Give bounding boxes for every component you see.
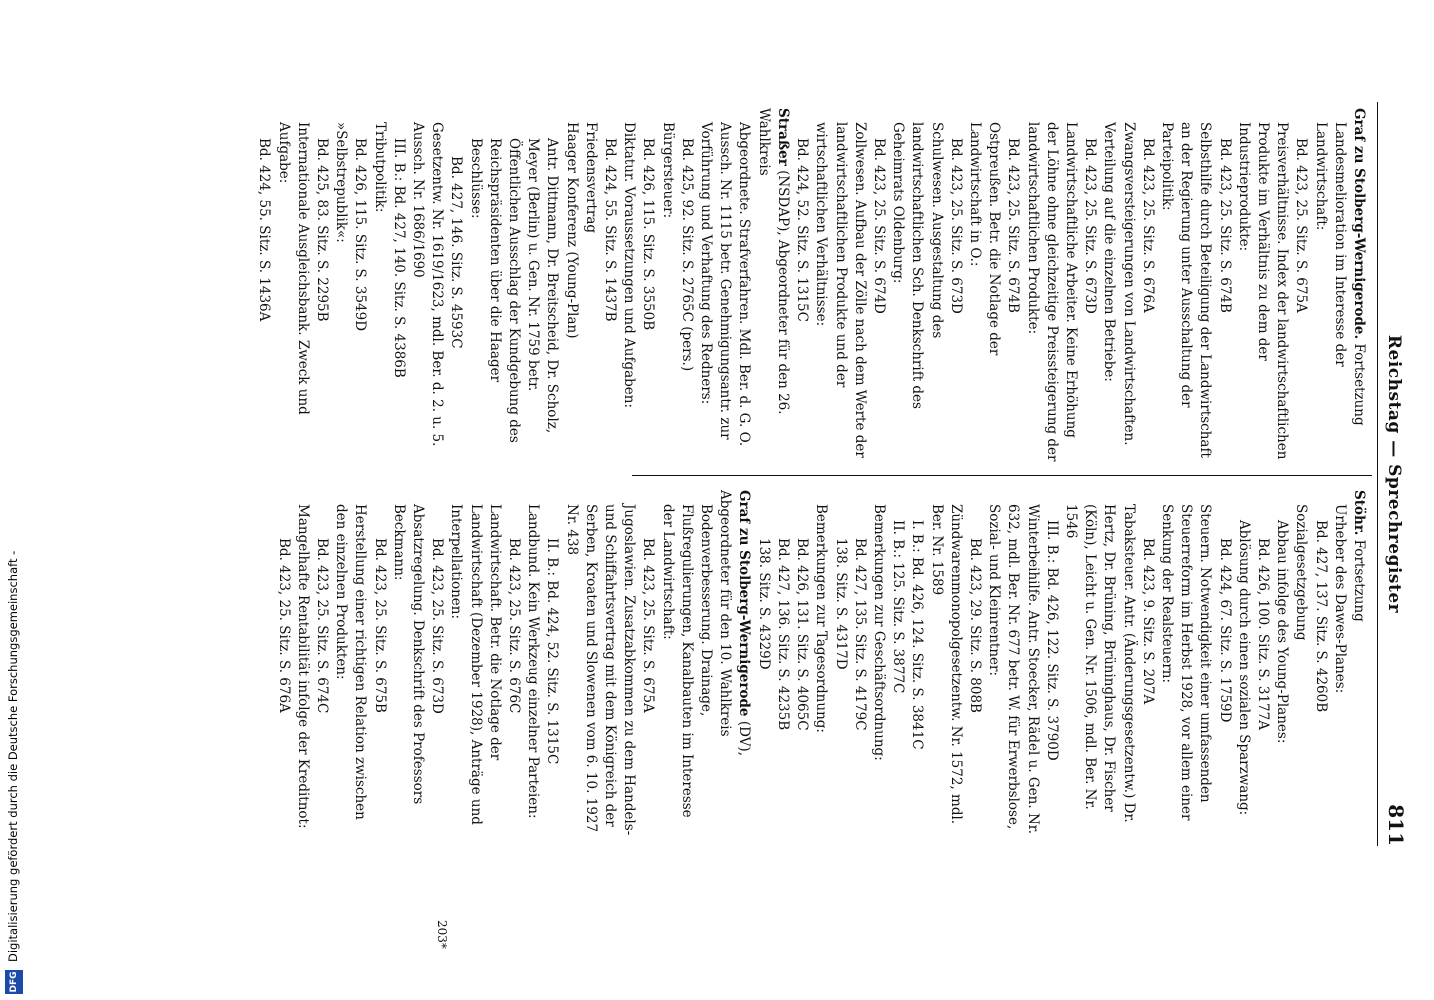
- register-entry: Bd. 425, 92. Sitz. S. 2765C (pers.): [678, 138, 695, 372]
- entry-text: (DV), Abgeordneter für den 10. Wahlkreis: [717, 490, 753, 756]
- dfg-logo-icon: DFG: [5, 970, 23, 994]
- entry-text: Fortsetzung: [1351, 339, 1367, 426]
- register-entry: Bd. 424, 52. Sitz. S. 1315C: [794, 138, 811, 322]
- register-entry: II. B.: 125. Sitz. S. 3877C: [890, 520, 907, 694]
- register-entry: Bd. 423, 25. Sitz. S. 674B: [1005, 138, 1022, 313]
- register-entry: Bd. 423, 25. Sitz. S. 674C: [314, 538, 331, 714]
- register-entry: Bd. 423, 25. Sitz. S. 673D: [947, 138, 964, 314]
- register-entry: [715, 490, 753, 845]
- register-entry: Landbund. Kein Werkzeug einzelner Parteien:: [525, 504, 542, 819]
- register-entry: Bd. 427, 136. Sitz. S. 4235B: [774, 538, 791, 731]
- register-entry: Bd. 424, 55. Sitz. S. 1437B: [602, 138, 619, 322]
- register-entry: Bd. 423, 25. Sitz. S. 676C: [506, 538, 523, 714]
- register-entry: Bd. 427, 146. Sitz. S. 4593C: [448, 156, 465, 349]
- register-entry: Bodenverbesserung. Drainage, Flußregulierungen, Kanalbauten im Interesse der Landwirtschaft:: [659, 504, 715, 818]
- register-entry: Urheber des Dawes-Planes:: [1331, 504, 1348, 694]
- register-entry: Steuern. Notwendigkeit einer umfassenden Steuerreform im Herbst 1928, vor allem einer Senkung der Realsteuern:: [1158, 504, 1214, 821]
- register-entry: Bd. 426, 115. Sitz. S. 3549D: [352, 138, 369, 332]
- register-entry: Bd. 423, 9. Sitz. S. 207A: [1139, 538, 1156, 705]
- register-entry: Zollwesen. Aufbau der Zölle nach dem Werte der landwirtschaftlichen Produkte und der wirtschaftlichen Verhältnisse:: [813, 122, 868, 458]
- register-entry: Internationale Ausgleichsbank. Zweck und Aufgabe:: [275, 122, 311, 415]
- register-entry: Landesmelioration im Interesse der Landwirtschaft:: [1312, 122, 1348, 367]
- register-entry: Bd. 423, 25. Sitz. S. 675A: [1293, 138, 1310, 313]
- register-entry: »Selbstrepublik«:: [333, 122, 350, 243]
- register-entry: III. B.: Bd. 427, 140. Sitz. S. 4386B: [390, 138, 407, 378]
- left-column: [254, 108, 1368, 463]
- register-entry: Zwangsversteigerungen von Landwirtschaften. Verteilung auf die einzelnen Betriebe:: [1101, 122, 1137, 446]
- digitization-footer: [0, 0, 30, 1000]
- register-entry: Haager Konferenz (Young-Plan): [563, 122, 580, 339]
- digitization-note: Digitalisierung gefördert durch die Deutsche Forschungsgemeinschaft -: [6, 550, 20, 962]
- entry-text: (NSDAP), Abgeordneter für den 26. Wahlkreis: [755, 108, 791, 415]
- register-entry: Bd. 423, 25. Sitz. S. 675B: [371, 538, 388, 713]
- entry-text: Fortsetzung: [1351, 535, 1367, 622]
- register-entry: 138. Sitz. S. 4317D: [832, 538, 849, 670]
- register-entry: Bd. 423, 25. Sitz. S. 676A: [1139, 138, 1156, 313]
- register-entry: Bd. 424, 67. Sitz. S. 1759D: [1216, 538, 1233, 723]
- register-entry: Ostpreußen. Betr. die Notlage der Landwirtschaft in O.:: [966, 122, 1003, 356]
- register-entry: Bürgersteuer:: [659, 122, 676, 219]
- register-entry: Bd. 424, 55. Sitz. S. 1436A: [256, 138, 273, 322]
- register-entry: Abgeordnete. Strafverfahren. Mdl. Ber. d. G. O. Aussch. Nr. 1115 betr. Genehmigungsantr. zur Vorführung und Verhaftung des Redners:: [698, 122, 753, 447]
- register-entry: Bd. 427, 135. Sitz. S. 4179C: [851, 538, 868, 731]
- register-entry: Landwirtschaftliche Arbeiter. Keine Erhöhung der Löhne ohne gleichzeitige Preissteigerung der landwirtschaftlichen Produkte:: [1024, 122, 1079, 462]
- register-entry: Bemerkungen zur Geschäftsordnung:: [870, 504, 887, 761]
- signature-mark: 203*: [435, 920, 449, 949]
- speaker-name: Straßer: [774, 108, 791, 166]
- speaker-name: Stöhr.: [1351, 490, 1367, 536]
- register-entry: II. B.: Bd. 424, 52. Sitz. S. 1315C: [544, 538, 561, 765]
- register-entry: Bd. 426, 115. Sitz. S. 3550B: [640, 138, 657, 331]
- register-entry: Bd. 427, 137. Sitz. S. 4260B: [1312, 520, 1329, 713]
- running-title: Reichstag — Sprechregister: [1384, 334, 1404, 614]
- column-divider: [632, 475, 1372, 476]
- register-entry: Antr. Dittmann, Dr. Breitscheid, Dr. Scholz, Meyer (Berlin) u. Gen. Nr. 1759 betr. Öffentlichen Ausschlag der Kundgebung des Reichspräsidenten über die Haager Beschlüsse:: [467, 138, 561, 443]
- register-entry: Winterbeihilfe. Antr. Stoecker, Rädel u. Gen. Nr. 632, mdl. Ber. Nr. 677 betr. W. für Erwerbslose, Sozial- und Kleinrentner:: [986, 504, 1041, 835]
- register-entry: Tabaksteuer. Antr. (Änderungsgesetzentw.) Dr. Hertz, Dr. Brüning, Brüninghaus, Dr. Fischer (Köln), Leicht u. Gen. Nr. 1506, mdl. Ber. Nr. 1546: [1062, 504, 1137, 823]
- register-entry: Herstellung einer richtigen Relation zwischen den einzelnen Produkten:: [333, 504, 369, 820]
- register-entry: Bd. 423, 25. Sitz. S. 673D: [429, 538, 446, 714]
- register-entry: [754, 108, 792, 463]
- register-entry: Jugoslawien. Zusatzabkommen zu dem Handels- und Schiffahrtsvertrag mit dem Königreich der Serben, Kroaten und Slowenen vom 6. 10. 1927 Nr. 438: [563, 504, 638, 836]
- right-column: [273, 490, 1368, 845]
- register-entry: Bd. 423, 25. Sitz. S. 673D: [1082, 138, 1099, 314]
- register-entry: Sozialgesetzgebung: [1293, 504, 1310, 641]
- page-header: [1377, 102, 1412, 846]
- register-entry: Schulwesen. Ausgestaltung des landwirtschaftlichen Sch. Denkschrift des Geheimrats Oldenburg:: [890, 122, 945, 409]
- register-entry: Abbau infolge des Young-Planes:: [1274, 520, 1291, 744]
- register-entry: Bemerkungen zur Tagesordnung:: [813, 504, 830, 733]
- register-entry: Diktatur. Voraussetzungen und Aufgaben:: [621, 122, 638, 409]
- register-entry: Preisverhältnisse. Index der landwirtschaftlichen Produkte im Verhältnis zu dem der Industrieprodukte:: [1235, 122, 1291, 460]
- register-entry: Bd. 423, 25. Sitz. S. 676A: [275, 538, 292, 713]
- register-entry: Landwirtschaft. Betr. die Notlage der Landwirtschaft (Dezember 1928), Anträge und Interpellationen:: [448, 504, 503, 825]
- register-entry: Tributpolitik:: [371, 122, 388, 213]
- register-entry: Friedensvertrag: [582, 122, 599, 234]
- page-number: 811: [1384, 804, 1408, 846]
- register-entry: Selbsthilfe durch Beteiligung der Landwirtschaft an der Regierung unter Ausschaltung der Parteipolitik:: [1158, 122, 1214, 458]
- register-entry: Bd. 423, 29. Sitz. S. 808B: [966, 538, 983, 713]
- register-entry: Mangelhafte Rentabilität infolge der Kreditnot:: [294, 504, 311, 829]
- register-entry: Bd. 423, 25. Sitz. S. 674D: [870, 138, 887, 314]
- register-entry: Bd. 423, 25. Sitz. S. 675A: [640, 538, 657, 713]
- register-entry: [1349, 108, 1368, 463]
- speaker-name: Graf zu Stolberg-Wernigerode.: [1351, 108, 1367, 340]
- register-entry: III. B.: Bd. 426, 122. Sitz. S. 3790D: [1043, 520, 1060, 761]
- register-entry: Absatzregelung. Denkschrift des Professors Beckmann:: [390, 504, 427, 805]
- register-entry: I. B.: Bd. 426, 124. Sitz. S. 3841C: [909, 520, 926, 750]
- register-entry: 138. Sitz. S. 4329D: [755, 538, 772, 670]
- register-entry: Bd. 426, 131. Sitz. S. 4065C: [794, 538, 811, 731]
- register-entry: Bd. 426, 100. Sitz. S. 3177A: [1254, 538, 1271, 730]
- speaker-name: Graf zu Stolberg-Wernigerode: [736, 490, 753, 717]
- register-entry: Bd. 423, 25. Sitz. S. 674B: [1216, 138, 1233, 313]
- register-entry: Bd. 425, 83. Sitz. S. 2295B: [314, 138, 331, 322]
- register-entry: Zündwarenmonopolgesetzentw. Nr. 1572, mdl. Ber. Nr. 1589: [928, 504, 964, 825]
- register-entry: Gesetzentw. Nr. 1619/1623, mdl. Ber. d. 2. u. 5. Aussch. Nr. 1686/1690: [410, 122, 446, 447]
- register-entry: [1349, 490, 1368, 845]
- register-entry: Ablösung durch einen sozialen Sparzwang:: [1235, 520, 1252, 816]
